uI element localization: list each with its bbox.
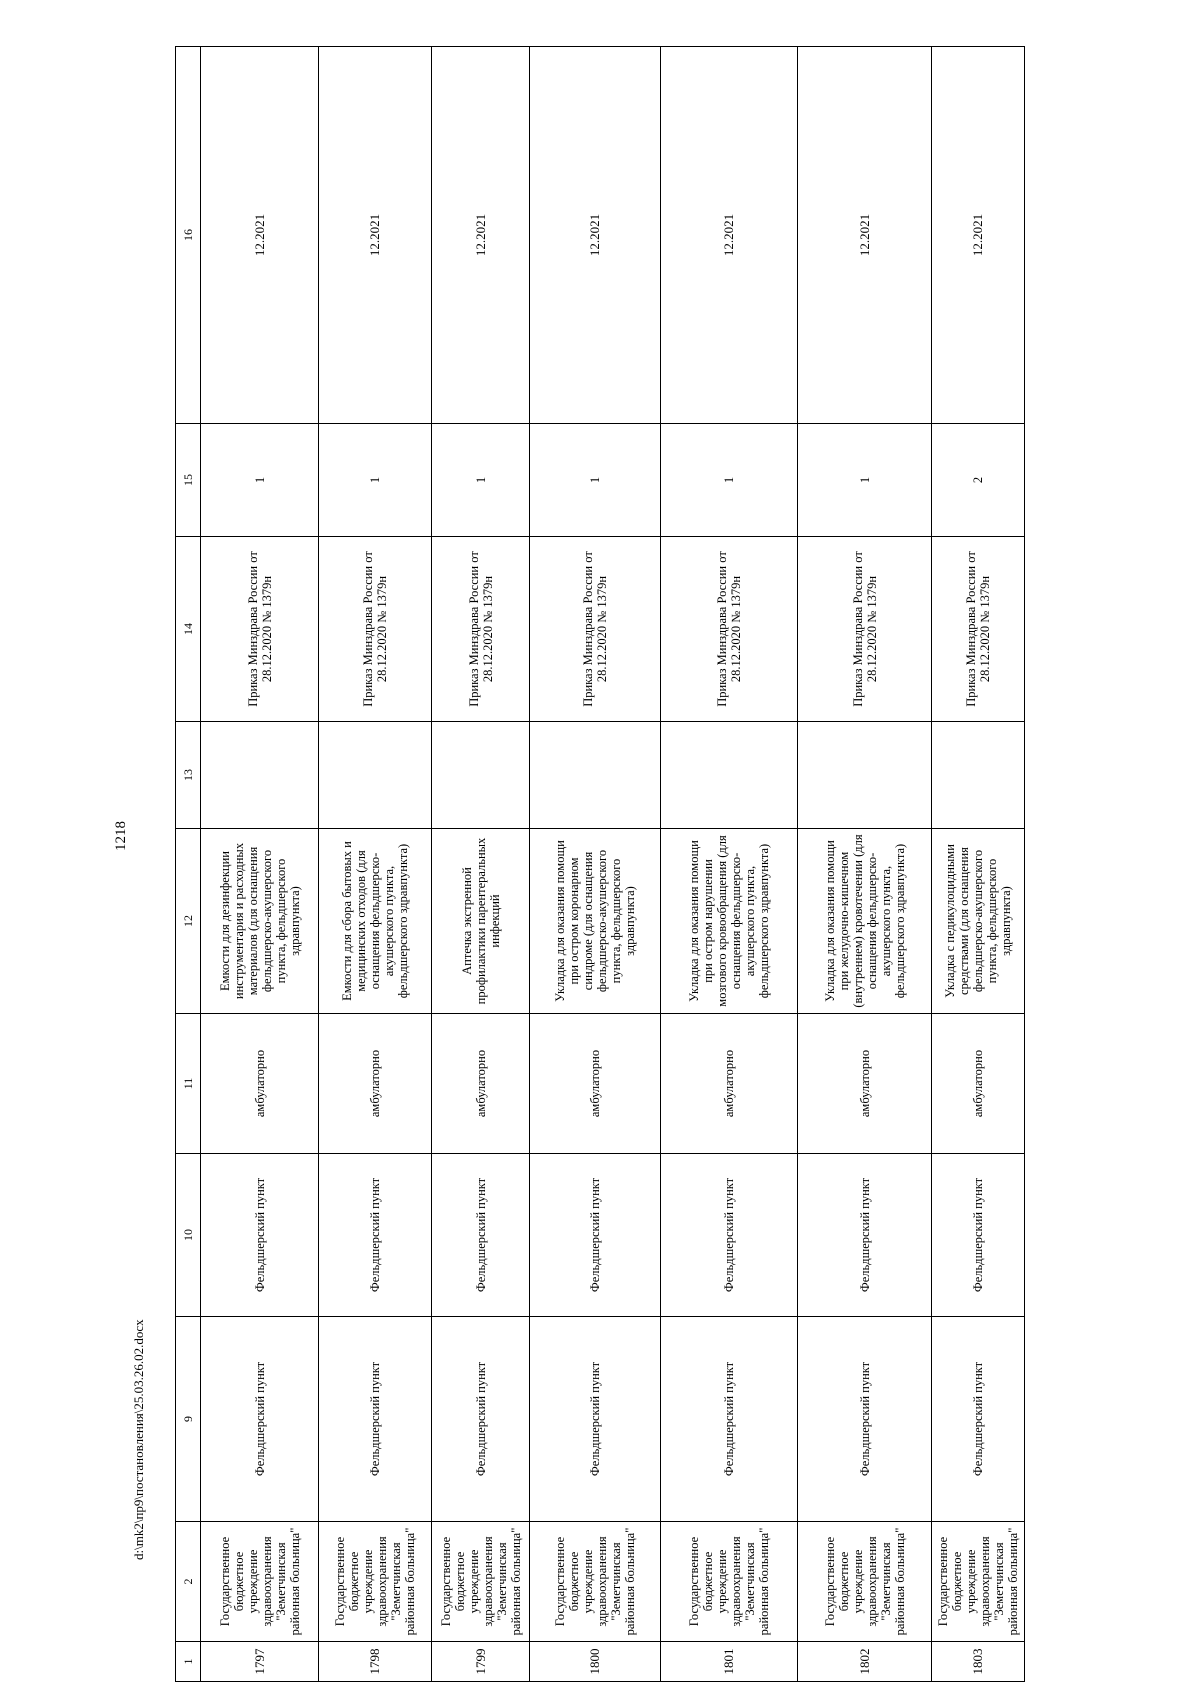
unit-cell: Фельдшерский пункт [530,1154,661,1317]
order-cell: Приказ Минздрава России от 28.12.2020 № 1379н [530,537,661,722]
unit-cell: Фельдшерский пункт [319,1317,432,1522]
unit-cell: Фельдшерский пункт [530,1317,661,1522]
order-cell: Приказ Минздрава России от 28.12.2020 № 1379н [432,537,530,722]
empty-cell [798,722,932,829]
equipment-cell: Емкости для дезинфекции инструментария и расходных материалов (для оснащения фельдшерско-акушерского пункта, фельдшерского здравпункта) [201,829,319,1014]
empty-cell [661,722,798,829]
row-number: 1797 [201,1642,319,1682]
header-row [176,47,201,1682]
equipment-cell: Емкости для сбора бытовых и медицинских отходов (для оснащения фельдшерско-акушерского пункта, фельдшерского здравпункта) [319,829,432,1014]
column-header: 15 [176,424,201,537]
row-number: 1803 [932,1642,1025,1682]
date-cell: 12.2021 [530,47,661,424]
table-row [319,47,432,1682]
date-cell: 12.2021 [432,47,530,424]
column-header: 14 [176,537,201,722]
institution-cell: Государственное бюджетное учреждение здравоохранения "Земетчинская районная больница" [661,1522,798,1642]
empty-cell [530,722,661,829]
row-number: 1799 [432,1642,530,1682]
equipment-cell: Укладка для оказания помощи при желудочно-кишечном (внутреннем) кровотечении (для оснащения фельдшерско-акушерского пункта, фельдшерского здравпункта) [798,829,932,1014]
order-cell: Приказ Минздрава России от 28.12.2020 № 1379н [661,537,798,722]
quantity-cell: 1 [201,424,319,537]
date-cell: 12.2021 [661,47,798,424]
column-header: 9 [176,1317,201,1522]
table-row [432,47,530,1682]
quantity-cell: 1 [319,424,432,537]
quantity-cell: 1 [432,424,530,537]
unit-cell: Фельдшерский пункт [201,1317,319,1522]
footer-file-path: d:\mk2\пр9\постановления\25.03.26.02.docx [131,1319,146,1560]
column-header: 1 [176,1642,201,1682]
empty-cell [319,722,432,829]
care-mode-cell: амбулаторно [432,1014,530,1154]
care-mode-cell: амбулаторно [530,1014,661,1154]
unit-cell: Фельдшерский пункт [661,1154,798,1317]
equipment-cell: Укладка для оказания помощи при остром нарушении мозгового кровообращения (для оснащения фельдшерско-акушерского пункта, фельдшерского здравпункта) [661,829,798,1014]
care-mode-cell: амбулаторно [798,1014,932,1154]
unit-cell: Фельдшерский пункт [319,1154,432,1317]
table-row [201,47,319,1682]
quantity-cell: 1 [798,424,932,537]
date-cell: 12.2021 [201,47,319,424]
quantity-cell: 2 [932,424,1025,537]
institution-cell: Государственное бюджетное учреждение здравоохранения "Земетчинская районная больница" [201,1522,319,1642]
order-cell: Приказ Минздрава России от 28.12.2020 № 1379н [201,537,319,722]
table-row [661,47,798,1682]
unit-cell: Фельдшерский пункт [432,1317,530,1522]
institution-cell: Государственное бюджетное учреждение здравоохранения "Земетчинская районная больница" [798,1522,932,1642]
row-number: 1800 [530,1642,661,1682]
page-number: 1218 [113,821,129,851]
care-mode-cell: амбулаторно [661,1014,798,1154]
column-header: 2 [176,1522,201,1642]
equipment-table-container [175,47,1025,1682]
order-cell: Приказ Минздрава России от 28.12.2020 № 1379н [798,537,932,722]
row-number: 1801 [661,1642,798,1682]
table-row [798,47,932,1682]
date-cell: 12.2021 [932,47,1025,424]
column-header: 12 [176,829,201,1014]
institution-cell: Государственное бюджетное учреждение здравоохранения "Земетчинская районная больница" [319,1522,432,1642]
column-header: 16 [176,47,201,424]
institution-cell: Государственное бюджетное учреждение здравоохранения "Земетчинская районная больница" [530,1522,661,1642]
unit-cell: Фельдшерский пункт [201,1154,319,1317]
institution-cell: Государственное бюджетное учреждение здравоохранения "Земетчинская районная больница" [432,1522,530,1642]
care-mode-cell: амбулаторно [201,1014,319,1154]
equipment-table [175,46,1025,1682]
order-cell: Приказ Минздрава России от 28.12.2020 № 1379н [319,537,432,722]
column-header: 11 [176,1014,201,1154]
row-number: 1798 [319,1642,432,1682]
column-header: 10 [176,1154,201,1317]
date-cell: 12.2021 [798,47,932,424]
order-cell: Приказ Минздрава России от 28.12.2020 № 1379н [932,537,1025,722]
empty-cell [932,722,1025,829]
column-header: 13 [176,722,201,829]
quantity-cell: 1 [661,424,798,537]
unit-cell: Фельдшерский пункт [798,1317,932,1522]
care-mode-cell: амбулаторно [319,1014,432,1154]
empty-cell [201,722,319,829]
unit-cell: Фельдшерский пункт [932,1154,1025,1317]
row-number: 1802 [798,1642,932,1682]
empty-cell [432,722,530,829]
unit-cell: Фельдшерский пункт [932,1317,1025,1522]
date-cell: 12.2021 [319,47,432,424]
quantity-cell: 1 [530,424,661,537]
table-row [932,47,1025,1682]
unit-cell: Фельдшерский пункт [661,1317,798,1522]
equipment-cell: Укладка для оказания помощи при остром коронарном синдроме (для оснащения фельдшерско-акушерского пункта, фельдшерского здравпункта) [530,829,661,1014]
unit-cell: Фельдшерский пункт [798,1154,932,1317]
equipment-cell: Укладка с педикулоцидными средствами (для оснащения фельдшерско-акушерского пункта, фельдшерского здравпункта) [932,829,1025,1014]
equipment-cell: Аптечка экстренной профилактики парентеральных инфекций [432,829,530,1014]
care-mode-cell: амбулаторно [932,1014,1025,1154]
unit-cell: Фельдшерский пункт [432,1154,530,1317]
table-row [530,47,661,1682]
institution-cell: Государственное бюджетное учреждение здравоохранения "Земетчинская районная больница" [932,1522,1025,1642]
